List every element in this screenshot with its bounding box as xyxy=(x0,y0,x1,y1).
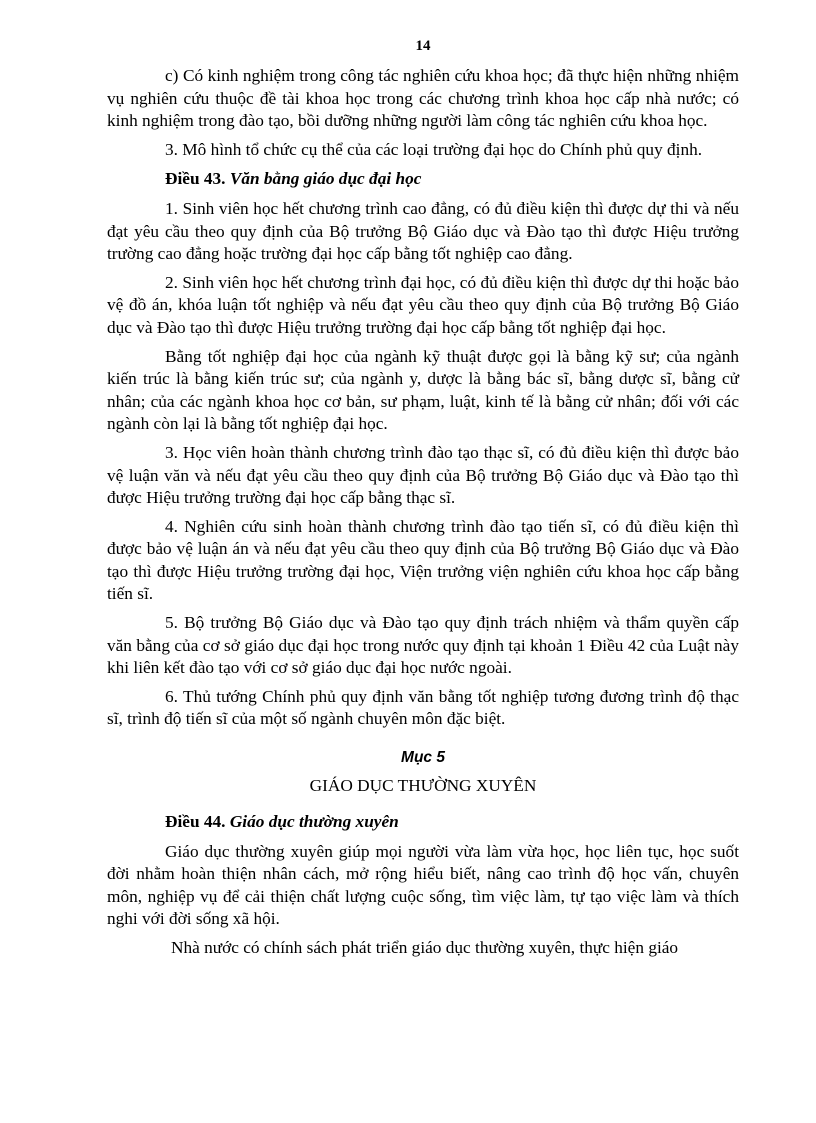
section-label: Mục 5 xyxy=(401,749,445,767)
article-44-title: Giáo dục thường xuyên xyxy=(229,812,399,832)
article-44-paragraph-1: Giáo dục thường xuyên giúp mọi người vừa làm vừa học, học liên tục, học suốt đời nhằm hoàn thiện nhân cách, mở rộng hiểu biết, nâng cao trình độ học vấn, chuyên môn, nghiệp vụ để cải thiện chất lượng cuộc sống, tìm việc làm, tự tạo việc làm và thích nghi với đời sống xã hội. xyxy=(107,841,739,929)
section-title: GIÁO DỤC THƯỜNG XUYÊN xyxy=(309,776,537,796)
article-44-heading xyxy=(107,811,739,834)
article-44-number: Điều 44. xyxy=(165,812,226,832)
article-43-title: Văn bằng giáo dục đại học xyxy=(229,169,422,189)
paragraph-clause-3: 3. Mô hình tổ chức cụ thể của các loại trường đại học do Chính phủ quy định. xyxy=(165,139,703,159)
page-number: 14 xyxy=(415,38,431,54)
article-43-clause-6: 6. Thủ tướng Chính phủ quy định văn bằng tốt nghiệp tương đương trình độ thạc sĩ, trình độ tiến sĩ của một số ngành chuyên môn đặc biệt. xyxy=(107,686,739,729)
article-43-clause-5: 5. Bộ trưởng Bộ Giáo dục và Đào tạo quy định trách nhiệm và thẩm quyền cấp văn bằng của cơ sở giáo dục đại học trong nước quy định tại khoản 1 Điều 42 của Luật này khi liên kết đào tạo với cơ sở giáo dục đại học nước ngoài. xyxy=(107,613,739,678)
article-43-clause-1: 1. Sinh viên học hết chương trình cao đẳng, có đủ điều kiện thì được dự thi và nếu đạt yêu cầu theo quy định của Bộ trưởng Bộ Giáo dục và Đào tạo thì được Hiệu trưởng trường cao đẳng hoặc trường đại học cấp bằng tốt nghiệp cao đẳng. xyxy=(107,198,739,264)
document-page xyxy=(107,35,739,966)
article-43-clause-2: 2. Sinh viên học hết chương trình đại học, có đủ điều kiện thì được dự thi hoặc bảo vệ đồ án, khóa luận tốt nghiệp và nếu đạt yêu cầu theo quy định của Bộ trưởng Bộ Giáo dục và Đào tạo thì được Hiệu trưởng trường đại học cấp bằng tốt nghiệp đại học. xyxy=(107,272,739,337)
article-43-clause-3: 3. Học viên hoàn thành chương trình đào tạo thạc sĩ, có đủ điều kiện thì được bảo vệ luận văn và nếu đạt yêu cầu theo quy định của Bộ trưởng Bộ Giáo dục và Đào tạo thì được Hiệu trưởng trường đại học cấp bằng thạc sĩ. xyxy=(107,442,739,508)
article-44-paragraph-2: Nhà nước có chính sách phát triển giáo dục thường xuyên, thực hiện giáo xyxy=(171,938,679,957)
article-43-clause-4: 4. Nghiên cứu sinh hoàn thành chương trình đào tạo tiến sĩ, có đủ điều kiện thì được bảo vệ luận án và nếu đạt yêu cầu theo quy định của Bộ trưởng Bộ Giáo dục và Đào tạo thì được Hiệu trưởng trường đại học, Viện trưởng viện nghiên cứu khoa học cấp bằng tiến sĩ. xyxy=(107,516,739,604)
article-43-heading xyxy=(107,168,739,191)
article-43-clause-2-degrees: Bằng tốt nghiệp đại học của ngành kỹ thuật được gọi là bằng kỹ sư; của ngành kiến trúc là bằng kiến trúc sư; của ngành y, dược là bằng bác sĩ, bằng dược sĩ, bằng cử nhân; của các ngành khoa học cơ bản, sư phạm, luật, kinh tế là bằng cử nhân; đối với các ngành còn lại là bằng tốt nghiệp đại học. xyxy=(107,346,739,434)
paragraph-item-c: c) Có kinh nghiệm trong công tác nghiên cứu khoa học; đã thực hiện những nhiệm vụ nghiên cứu thuộc đề tài khoa học trong các chương trình khoa học cấp nhà nước; có kinh nghiệm trong đào tạo, bồi dưỡng những người làm công tác nghiên cứu khoa học. xyxy=(107,66,739,131)
article-43-number: Điều 43. xyxy=(165,169,226,189)
